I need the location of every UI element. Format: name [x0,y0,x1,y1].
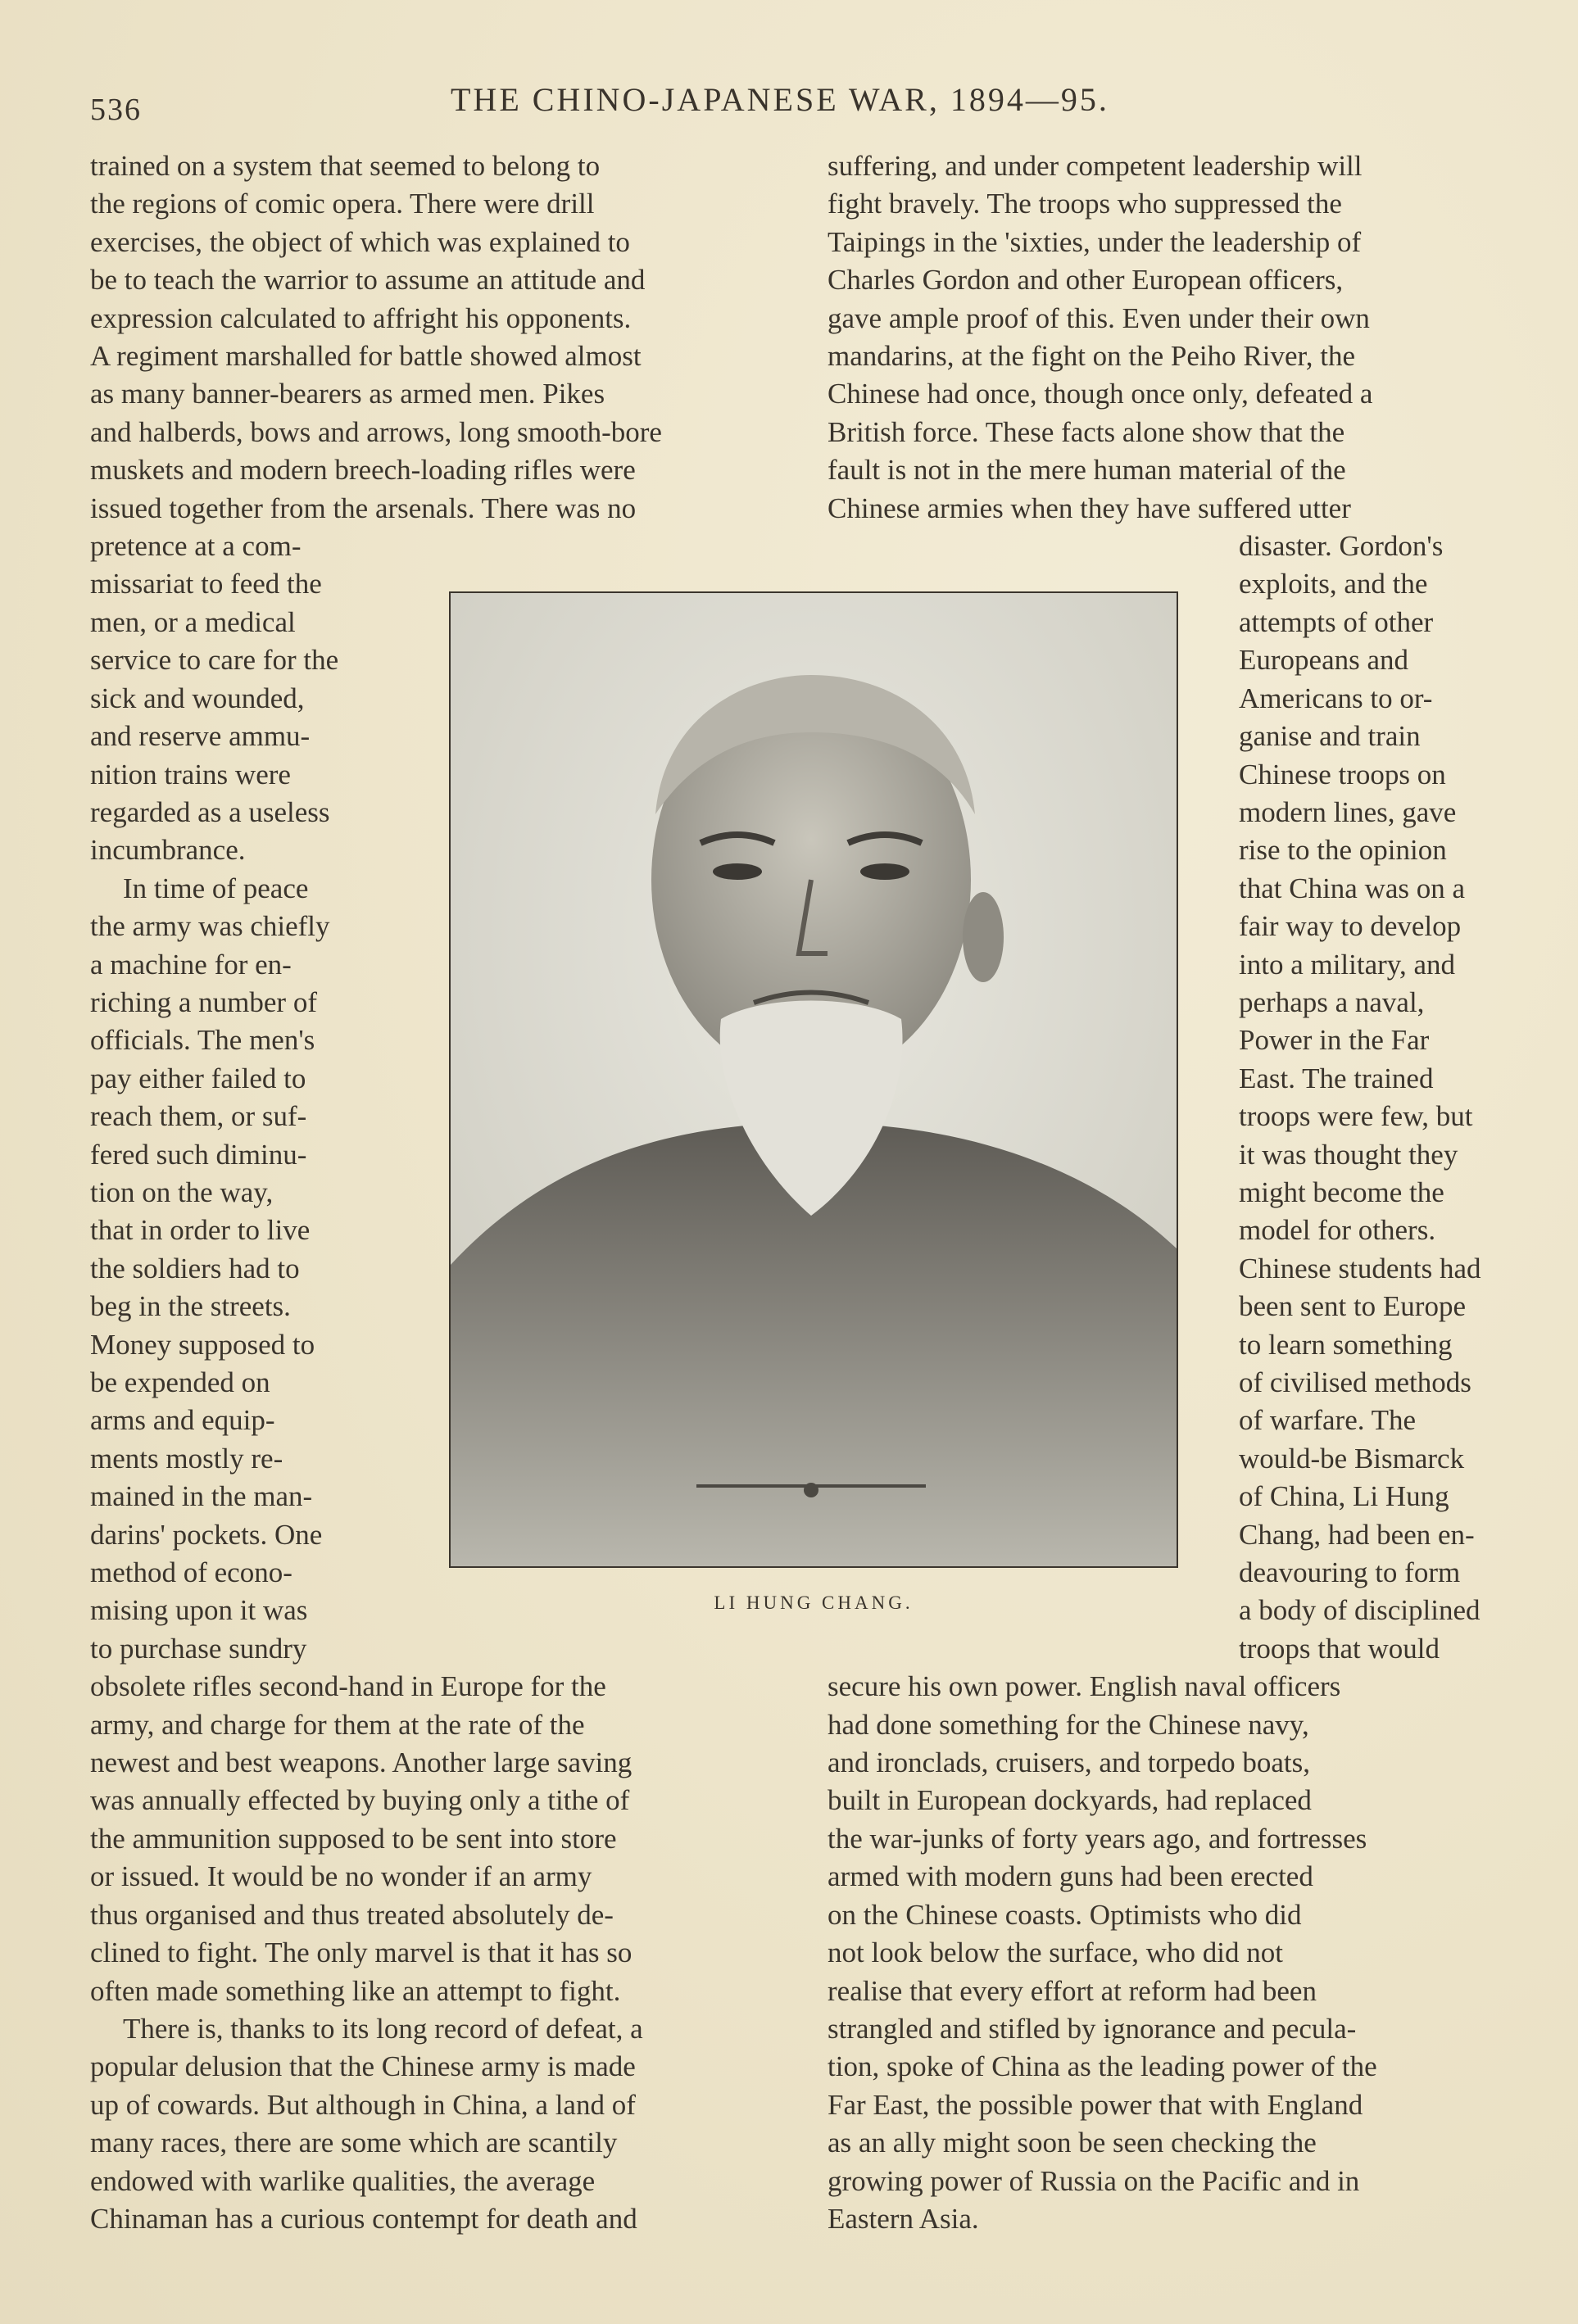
text-line: deavouring to form [1239,1556,1461,1589]
portrait-figure [449,591,1178,1568]
text-line: obsolete rifles second-hand in Europe for the [90,1670,606,1703]
running-title: THE CHINO-JAPANESE WAR, 1894—95. [451,81,1109,118]
text-line: strangled and stifled by ignorance and pecula- [828,2012,1357,2045]
text-line: the ammunition supposed to be sent into store [90,1822,617,1855]
text-line: East. The trained [1239,1062,1434,1094]
text-line: Taipings in the 'sixties, under the leadership of [828,225,1362,258]
text-line: beg in the streets. [90,1290,291,1323]
text-line: sick and wounded, [90,682,305,714]
text-line: exercises, the object of which was explained to [90,225,630,258]
text-line: ganise and train [1239,720,1421,753]
text-line: fault is not in the mere human material of the [828,454,1346,487]
text-line: muskets and modern breech-loading rifles were [90,454,636,487]
text-line: many races, there are some which are scantily [90,2127,618,2159]
left-bottom-block [90,1668,793,2238]
text-line: thus organised and thus treated absolutely de- [90,1898,614,1931]
text-line: be expended on [90,1366,270,1398]
text-line: incumbrance. [90,834,246,867]
text-line: be to teach the warrior to assume an attitude and [90,264,646,297]
text-line: A regiment marshalled for battle showed almost [90,340,642,373]
text-line: exploits, and the [1239,568,1428,600]
text-line: army, and charge for them at the rate of the [90,1708,585,1741]
text-line: fered such diminu- [90,1138,307,1171]
text-line: often made something like an attempt to fight. [90,1974,621,2007]
portrait-photo [451,593,1177,1566]
text-line: officials. The men's [90,1024,315,1057]
figure-caption: LI HUNG CHANG. [714,1592,914,1613]
text-line: a body of disciplined [1239,1594,1481,1627]
text-line: might become the [1239,1176,1444,1208]
text-line: men, or a medical [90,605,296,638]
text-line: suffering, and under competent leadership will [828,150,1363,182]
text-line: Eastern Asia. [828,2202,979,2235]
text-line: the regions of comic opera. There were drill [90,188,595,220]
text-line: up of cowards. But although in China, a land of [90,2088,636,2121]
text-line: of civilised methods [1239,1366,1471,1398]
text-line: model for others. [1239,1214,1436,1247]
text-line: mained in the man- [90,1480,313,1513]
text-line: pay either failed to [90,1062,306,1094]
text-line: on the Chinese coasts. Optimists who did [828,1898,1302,1931]
text-line: it was thought they [1239,1138,1458,1171]
text-line: and halberds, bows and arrows, long smooth-bore [90,415,662,448]
text-line: Chinese troops on [1239,758,1446,791]
text-line: endowed with warlike qualities, the average [90,2164,596,2197]
text-line: pretence at a com- [90,530,302,563]
left-wrapped-block [90,528,379,1668]
text-line: would-be Bismarck [1239,1442,1465,1475]
text-line: issued together from the arsenals. There was no [90,492,637,524]
page-number: 536 [90,93,142,127]
text-line: darins' pockets. One [90,1518,323,1551]
text-line: popular delusion that the Chinese army is made [90,2050,636,2083]
text-line: the war-junks of forty years ago, and fortresses [828,1822,1367,1855]
text-line: tion, spoke of China as the leading power of the [828,2050,1377,2083]
text-line: newest and best weapons. Another large saving [90,1746,633,1779]
text-line: fight bravely. The troops who suppressed the [828,188,1342,220]
text-line: ments mostly re- [90,1442,283,1475]
text-line: troops that would [1239,1632,1440,1665]
text-line: In time of peace [123,872,309,904]
text-line: as many banner-bearers as armed men. Pikes [90,378,605,410]
text-line: built in European dockyards, had replaced [828,1784,1312,1817]
text-line: perhaps a naval, [1239,985,1425,1018]
text-line: nition trains were [90,758,291,791]
text-line: not look below the surface, who did not [828,1937,1284,1969]
text-line: arms and equip- [90,1404,275,1437]
text-line: expression calculated to affright his opponents. [90,301,632,334]
text-line: Europeans and [1239,644,1409,677]
text-line: of China, Li Hung [1239,1480,1449,1513]
text-line: Far East, the possible power that with England [828,2088,1363,2121]
text-line: realise that every effort at reform had been [828,1974,1317,2007]
text-line: into a military, and [1239,948,1456,981]
text-line: Chinese students had [1239,1252,1481,1284]
text-line: the army was chiefly [90,910,330,943]
text-line: attempts of other [1239,605,1434,638]
text-line: secure his own power. English naval officers [828,1670,1341,1703]
text-line: growing power of Russia on the Pacific and in [828,2164,1360,2197]
text-line: Power in the Far [1239,1024,1430,1057]
text-line: disaster. Gordon's [1239,530,1444,563]
text-line: fair way to develop [1239,910,1462,943]
text-line: rise to the opinion [1239,834,1447,867]
text-line: Chinese armies when they have suffered utter [828,492,1351,524]
right-bottom-block [828,1668,1514,2238]
text-line: reach them, or suf- [90,1100,307,1133]
text-line: service to care for the [90,644,339,677]
text-line: mandarins, at the fight on the Peiho River, the [828,340,1356,373]
text-line: modern lines, gave [1239,795,1457,828]
text-line: Charles Gordon and other European officers, [828,264,1344,297]
text-line: was annually effected by buying only a tithe of [90,1784,630,1817]
text-line: Chang, had been en- [1239,1518,1475,1551]
text-line: tion on the way, [90,1176,274,1208]
text-line: troops were few, but [1239,1100,1473,1133]
right-top-block [828,147,1514,528]
text-line: the soldiers had to [90,1252,300,1284]
text-line: There is, thanks to its long record of defeat, a [123,2012,643,2045]
text-line: that China was on a [1239,872,1466,904]
text-line: trained on a system that seemed to belong to [90,150,601,182]
text-line: gave ample proof of this. Even under their own [828,301,1370,334]
text-line: armed with modern guns had been erected [828,1860,1313,1893]
text-line: mising upon it was [90,1594,308,1627]
right-wrapped-block [1239,528,1514,1668]
text-line: Americans to or- [1239,682,1433,714]
text-line: Chinaman has a curious contempt for death and [90,2202,637,2235]
text-line: to learn something [1239,1328,1453,1361]
text-line: to purchase sundry [90,1632,307,1665]
text-line: or issued. It would be no wonder if an army [90,1860,592,1893]
text-line: a machine for en- [90,948,292,981]
text-line: Money supposed to [90,1328,315,1361]
text-line: and ironclads, cruisers, and torpedo boats, [828,1746,1311,1779]
text-line: that in order to live [90,1214,311,1247]
text-line: missariat to feed the [90,568,322,600]
text-line: and reserve ammu- [90,720,311,753]
left-top-block [90,147,793,528]
text-line: riching a number of [90,985,317,1018]
text-line: Chinese had once, though once only, defeated a [828,378,1373,410]
page-header [90,80,1516,129]
text-line: been sent to Europe [1239,1290,1466,1323]
text-line: of warfare. The [1239,1404,1417,1437]
text-line: as an ally might soon be seen checking the [828,2127,1317,2159]
text-line: had done something for the Chinese navy, [828,1708,1309,1741]
text-line: method of econo- [90,1556,292,1589]
text-line: regarded as a useless [90,795,330,828]
text-line: clined to fight. The only marvel is that it has so [90,1937,633,1969]
text-line: British force. These facts alone show that the [828,415,1345,448]
